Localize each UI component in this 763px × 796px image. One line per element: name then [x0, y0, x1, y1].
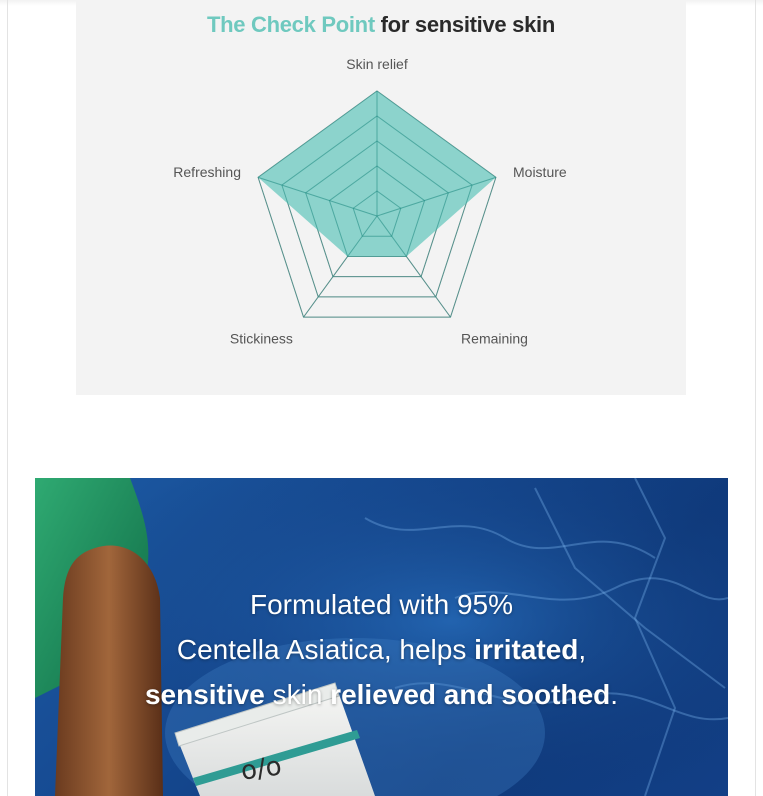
banner-line-3	[35, 672, 728, 717]
chart-title-accent: The Check Point	[206, 12, 375, 37]
banner-line-2-end: ,	[578, 634, 587, 665]
radar-axis-label: Skin relief	[346, 56, 408, 72]
product-banner	[35, 478, 728, 796]
check-point-chart-panel	[76, 0, 686, 395]
jar-brand-logo: o/o	[239, 751, 284, 787]
banner-line-3-bold-2: relieved and soothed	[330, 679, 611, 710]
banner-line-2-bold: irritated	[474, 634, 579, 665]
banner-line-3-plain: skin	[264, 679, 331, 710]
radar-axis-label: Stickiness	[229, 330, 293, 347]
banner-copy	[35, 582, 728, 717]
chart-title-rest: for sensitive skin	[380, 12, 555, 37]
radar-axis-label: Refreshing	[173, 163, 241, 180]
frame-right-border	[755, 0, 756, 796]
banner-line-3-end: .	[610, 679, 619, 710]
radar-axis-label: Moisture	[513, 163, 567, 180]
radar-chart	[76, 0, 686, 395]
banner-line-2-plain: Centella Asiatica, helps	[176, 634, 475, 665]
banner-line-2	[35, 627, 728, 672]
banner-line-1: Formulated with 95%	[249, 589, 513, 620]
banner-line-3-bold-1: sensitive	[144, 679, 265, 710]
radar-axis-label: Remaining	[461, 330, 528, 347]
frame-left-border	[7, 0, 8, 796]
